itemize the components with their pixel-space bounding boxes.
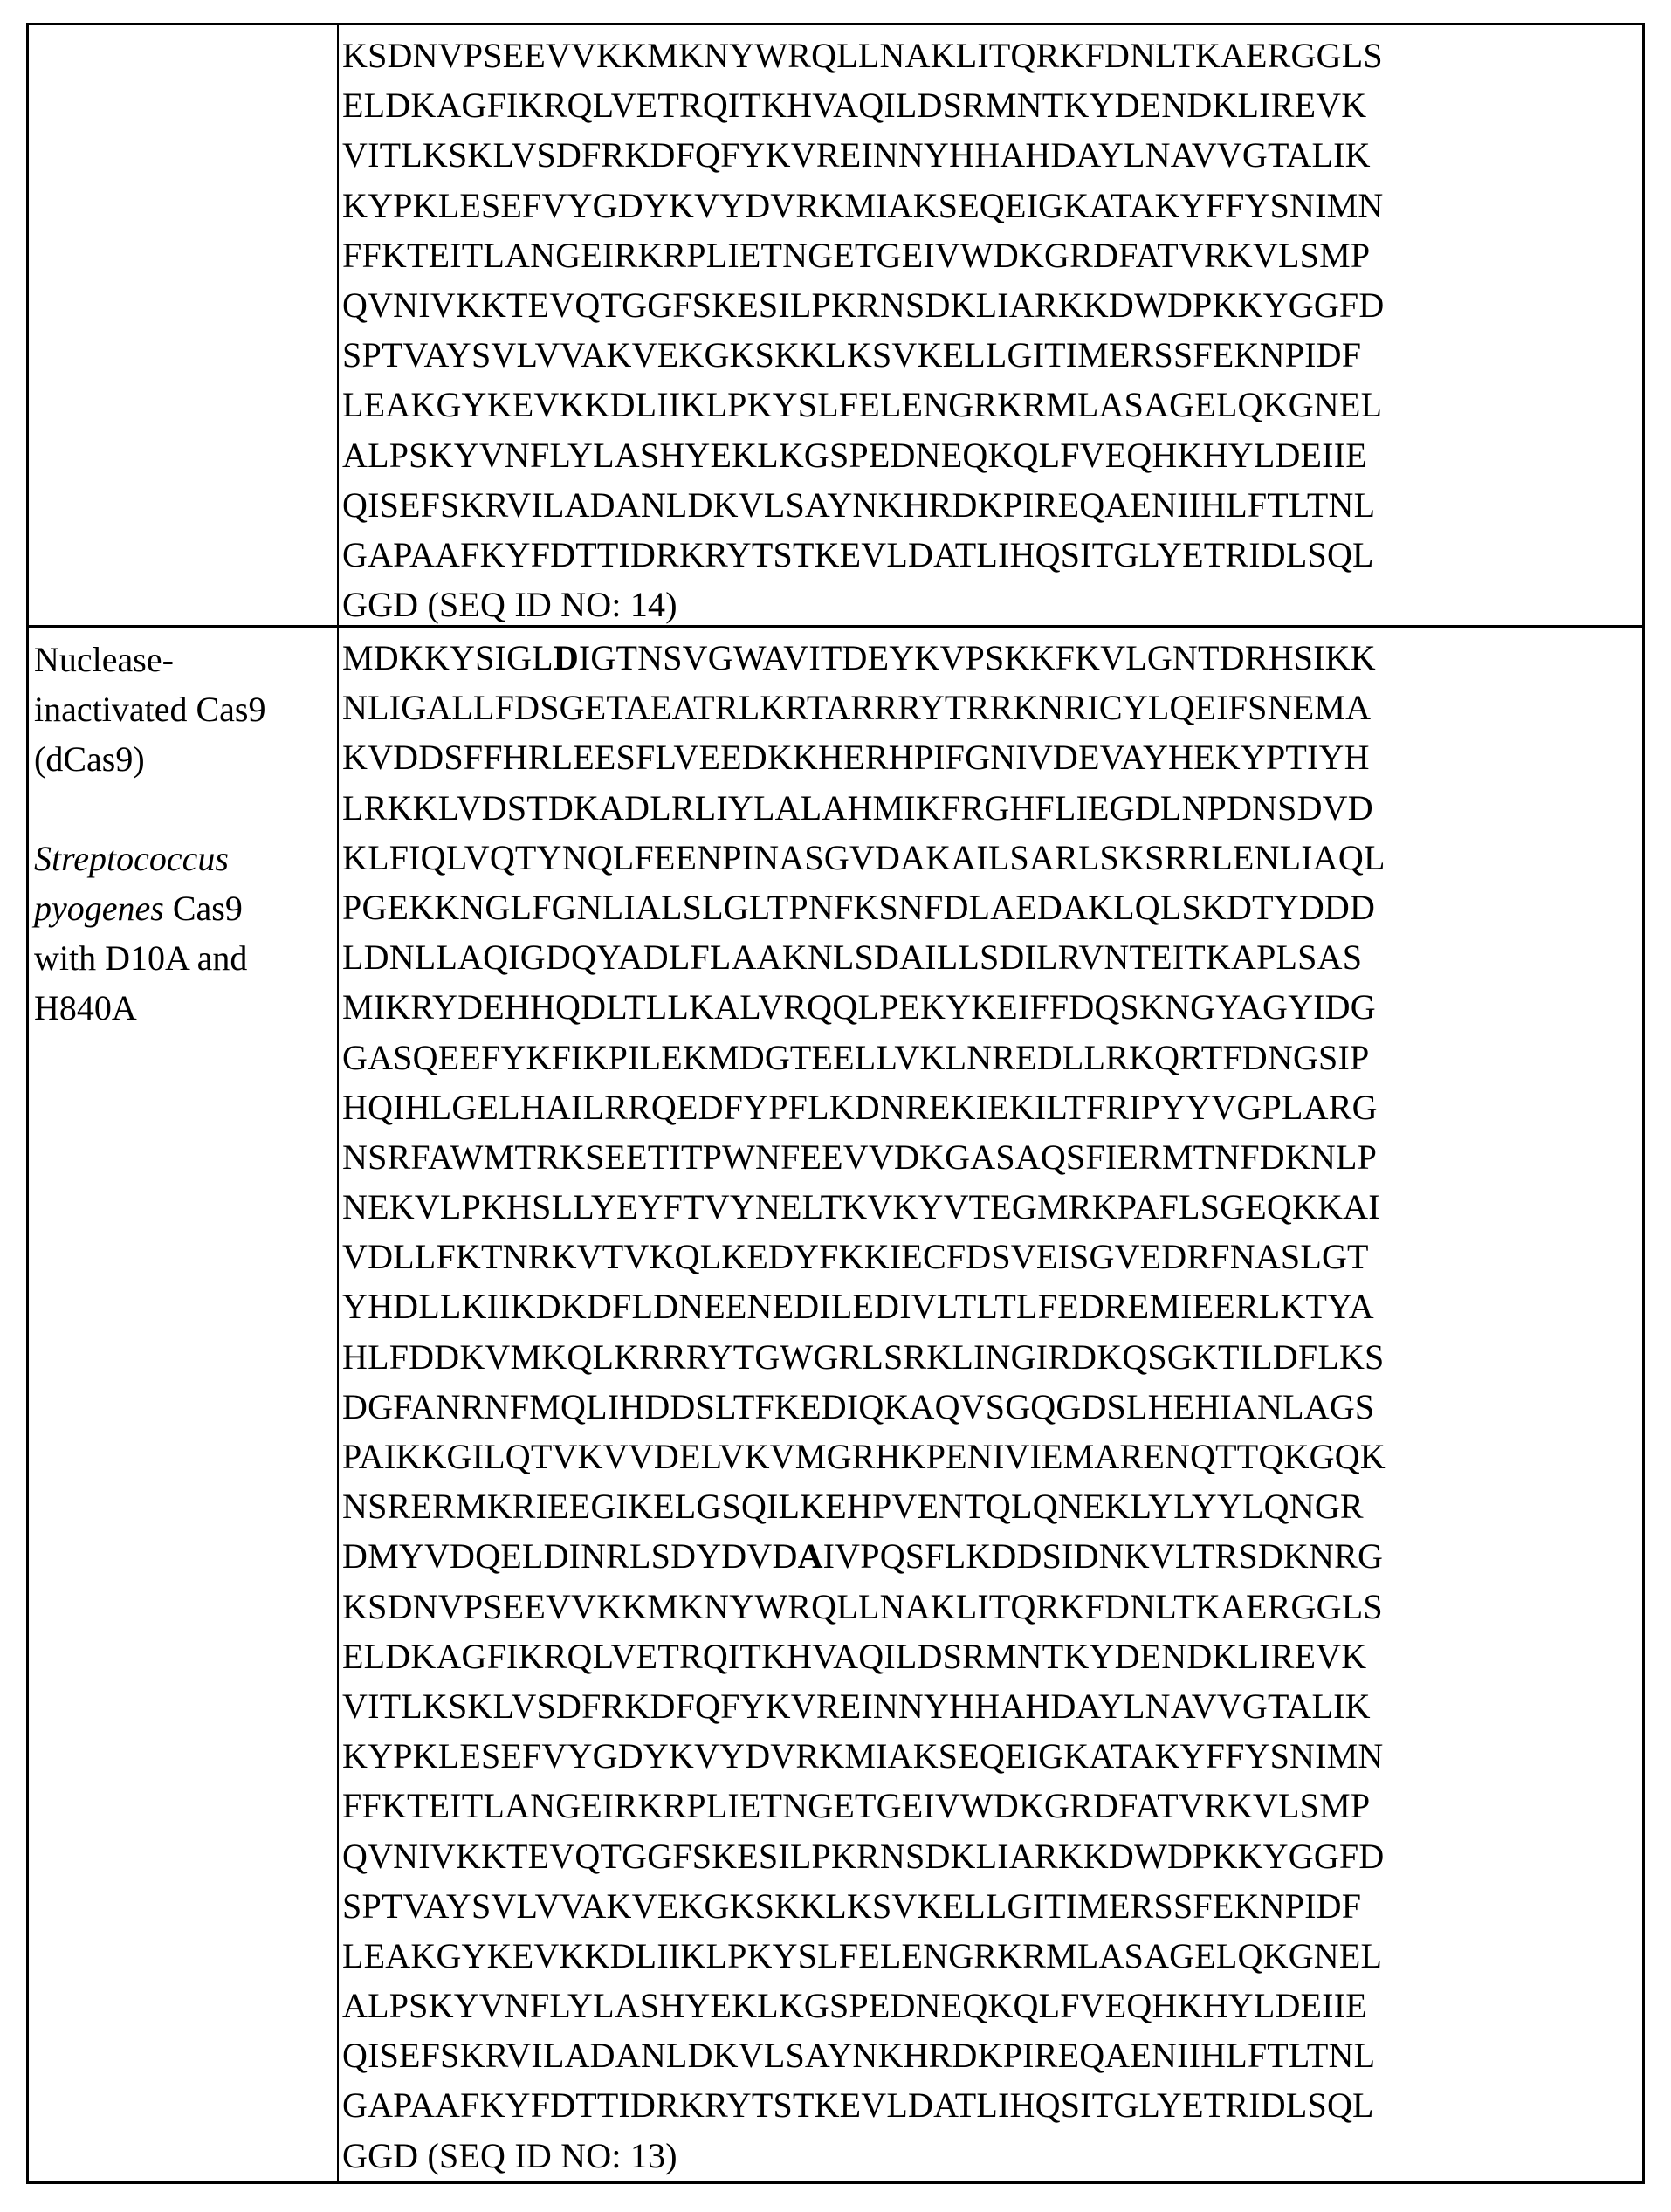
seq-id-label: GGD (SEQ ID NO: 14) <box>342 585 677 625</box>
sequence-line: GAPAAFKYFDTTIDRKRYTSTKEVLDATLIHQSITGLYETRIDLSQL <box>342 534 1374 574</box>
sequence-line: LEAKGYKEVKKDLIIKLPKYSLFELENGRKRMLASAGELQKGNEL <box>342 1935 1383 1975</box>
sequence-line: QVNIVKKTEVQTGGFSKESILPKRNSDKLIARKKDWDPKKYGGFD <box>342 285 1385 325</box>
mutated-residue-h840a: A <box>797 1536 823 1577</box>
sequence-line: QVNIVKKTEVQTGGFSKESILPKRNSDKLIARKKDWDPKKYGGFD <box>342 1836 1385 1876</box>
mutated-residue-d10a: D <box>553 638 579 677</box>
sequence-line: KVDDSFFHRLEESFLVEEDKKHERHPIFGNIVDEVAYHEKYPTIYH <box>342 738 1370 778</box>
sequence-line: VDLLFKTNRKVTVKQLKEDYFKKIECFDSVEISGVEDRFNASLGT <box>342 1237 1369 1277</box>
sequence-line: LEAKGYKEVKKDLIIKLPKYSLFELENGRKRMLASAGELQKGNEL <box>342 385 1383 425</box>
sequence-line: VITLKSKLVSDFRKDFQFYKVREINNYHHAHDAYLNAVVGTALIK <box>342 135 1371 175</box>
sequence-line: MIKRYDEHHQDLTLLKALVRQQLPEKYKEIFFDQSKNGYAGYIDG <box>342 987 1376 1027</box>
seq-id-label: GGD (SEQ ID NO: 13) <box>342 2135 677 2175</box>
sequence-line: NLIGALLFDSGETAEATRLKRTARRRYTRRKNRICYLQEIFSNEMA <box>342 688 1372 728</box>
sequence-line: PGEKKNGLFGNLIALSLGLTPNFKSNFDLAEDAKLQLSKDTYDDD <box>342 887 1376 927</box>
sequence-line: DGFANRNFMQLIHDDSLTFKEDIQKAQVSGQGDSLHEHIANLAGS <box>342 1386 1375 1426</box>
sequence-line: NSRFAWMTRKSEETITPWNFEEVVDKGASAQSFIERMTNFDKNLP <box>342 1137 1378 1177</box>
sequence-line: HQIHLGELHAILRRQEDFYPFLKDNREKIEKILTFRIPYYVGPLARG <box>342 1087 1378 1127</box>
sequence-line: NEKVLPKHSLLYEYFTVYNELTKVKYVTEGMRKPAFLSGEQKKAI <box>342 1187 1380 1227</box>
species-name: Streptococcus <box>34 839 229 878</box>
sequence-line: ALPSKYVNFLYLASHYEKLKGSPEDNEQKQLFVEQHKHYLDEIIE <box>342 435 1367 475</box>
sequence-line: FFKTEITLANGEIRKRPLIETNGETGEIVWDKGRDFATVRKVLSMP <box>342 235 1371 275</box>
sequence-line: VITLKSKLVSDFRKDFQFYKVREINNYHHAHDAYLNAVVGTALIK <box>342 1686 1371 1726</box>
label-line: inactivated Cas9 <box>34 690 266 729</box>
sequence-line: LRKKLVDSTDKADLRLIYLALAHMIKFRGHFLIEGDLNPDNSDVD <box>342 787 1373 828</box>
table-row-dcas9 <box>29 628 1642 2181</box>
label-line: Nuclease- <box>34 640 174 679</box>
sequence-line: KSDNVPSEEVVKKMKNYWRQLLNAKLITQRKFDNLTKAERGGLS <box>342 1586 1383 1626</box>
sequence-line-with-mutation: DMYVDQELDINRLSDYDVDAIVPQSFLKDDSIDNKVLTRSDKNRG <box>342 1536 1384 1577</box>
sequence-table <box>26 23 1645 2184</box>
sequence-cell-seq14 <box>339 25 1642 625</box>
sequence-line: SPTVAYSVLVVAKVEKGKSKKLKSVKELLGITIMERSSFEKNPIDF <box>342 1886 1362 1926</box>
sequence-line: FFKTEITLANGEIRKRPLIETNGETGEIVWDKGRDFATVRKVLSMP <box>342 1786 1371 1826</box>
sequence-line: YHDLLKIIKDKDFLDNEENEDILEDIVLTLTLFEDREMIEERLKTYA <box>342 1287 1374 1327</box>
sequence-line-with-mutation: MDKKYSIGLDIGTNSVGWAVITDEYKVPSKKFKVLGNTDRHSIKK <box>342 638 1376 677</box>
sequence-line: QISEFSKRVILADANLDKVLSAYNKHRDKPIREQAENIIHLFTLTNL <box>342 2036 1376 2076</box>
sequence-line: KLFIQLVQTYNQLFEENPINASGVDAKAILSARLSKSRRLENLIAQL <box>342 837 1386 877</box>
sequence-cell-dcas9 <box>339 628 1642 2181</box>
table-row-seq14 <box>29 25 1642 628</box>
label-line: (dCas9) <box>34 739 145 779</box>
species-name: pyogenes <box>34 889 164 928</box>
sequence-line: LDNLLAQIGDQYADLFLAAKNLSDAILLSDILRVNTEITKAPLSAS <box>342 938 1363 978</box>
mutation-label: H840A <box>34 988 137 1027</box>
sequence-line: KSDNVPSEEVVKKMKNYWRQLLNAKLITQRKFDNLTKAERGGLS <box>342 36 1383 75</box>
label-line: pyogenes Cas9 <box>34 889 243 928</box>
sequence-line: GAPAAFKYFDTTIDRKRYTSTKEVLDATLIHQSITGLYETRIDLSQL <box>342 2085 1374 2126</box>
sequence-line: PAIKKGILQTVKVVDELVKVMGRHKPENIVIEMARENQTTQKGQK <box>342 1437 1386 1476</box>
sequence-line: ELDKAGFIKRQLVETRQITKHVAQILDSRMNTKYDENDKLIREVK <box>342 1636 1367 1676</box>
sequence-line: HLFDDKVMKQLKRRRYTGWGRLSRKLINGIRDKQSGKTILDFLKS <box>342 1336 1385 1377</box>
sequence-line: SPTVAYSVLVVAKVEKGKSKKLKSVKELLGITIMERSSFEKNPIDF <box>342 335 1362 375</box>
row-label-cell-empty <box>29 25 339 625</box>
sequence-line: KYPKLESEFVYGDYKVYDVRKMIAKSEQEIGKATAKYFFYSNIMN <box>342 1736 1384 1776</box>
sequence-line: ELDKAGFIKRQLVETRQITKHVAQILDSRMNTKYDENDKLIREVK <box>342 86 1367 126</box>
sequence-line: NSRERMKRIEEGIKELGSQILKEHPVENTQLQNEKLYLYYLQNGR <box>342 1487 1364 1527</box>
sequence-line: GASQEEFYKFIKPILEKMDGTEELLVKLNREDLLRKQRTFDNGSIP <box>342 1037 1370 1077</box>
row-label-cell-dcas9 <box>29 628 339 2181</box>
sequence-line: KYPKLESEFVYGDYKVYDVRKMIAKSEQEIGKATAKYFFYSNIMN <box>342 185 1384 225</box>
mutation-label: with D10A and <box>34 938 248 978</box>
sequence-line: ALPSKYVNFLYLASHYEKLKGSPEDNEQKQLFVEQHKHYLDEIIE <box>342 1986 1367 2026</box>
sequence-line: QISEFSKRVILADANLDKVLSAYNKHRDKPIREQAENIIHLFTLTNL <box>342 484 1376 525</box>
